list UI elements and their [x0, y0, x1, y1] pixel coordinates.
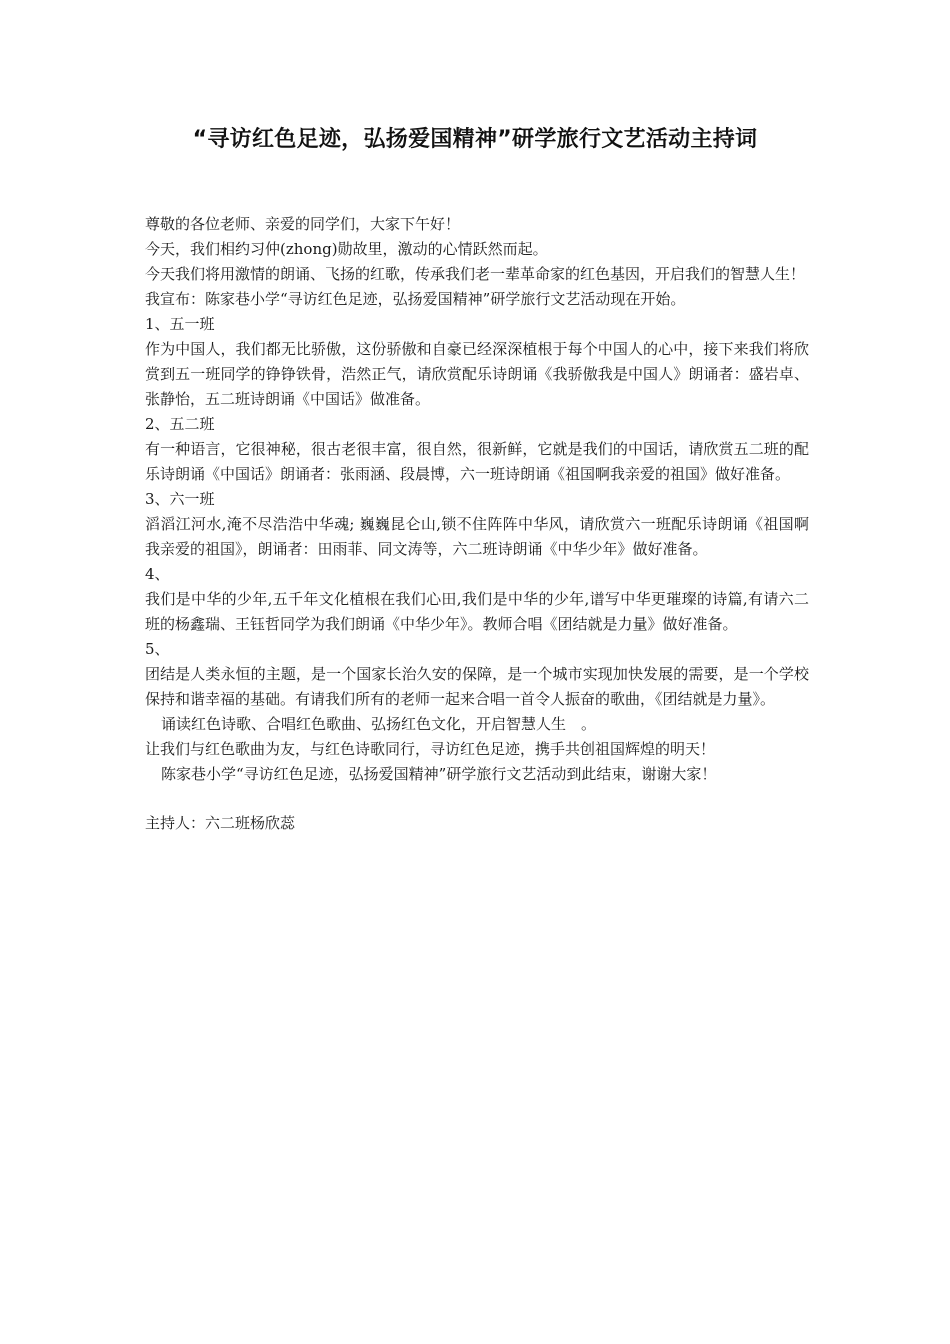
- paragraph-slogan: 诵读红色诗歌、合唱红色歌曲、弘扬红色文化，开启智慧人生 。: [161, 715, 597, 733]
- paragraph-closing-wish: 让我们与红色歌曲为友，与红色诗歌同行，寻访红色足迹，携手共创祖国辉煌的明天！: [145, 740, 716, 758]
- paragraph-section-2: 有一种语言，它很神秘，很古老很丰富，很自然，很新鲜，它就是我们的中国话，请欣赏五二班的配乐诗朗诵《中国话》朗诵者：张雨涵、段晨博，六一班诗朗诵《祖国啊我亲爱的祖国》做好准备。: [145, 440, 809, 483]
- paragraph-section-1: 作为中国人，我们都无比骄傲，这份骄傲和自豪已经深深植根于每个中国人的心中，接下来我们将欣赏到五一班同学的铮铮铁骨，浩然正气，请欣赏配乐诗朗诵《我骄傲我是中国人》朗诵者：盛岩卓、张静怡，五二班诗朗诵《中国话》做准备。: [145, 340, 809, 408]
- paragraph-announcement: 我宣布：陈家巷小学“寻访红色足迹，弘扬爱国精神”研学旅行文艺活动现在开始。: [145, 290, 686, 308]
- paragraph-purpose: 今天我们将用激情的朗诵、飞扬的红歌，传承我们老一辈革命家的红色基因，开启我们的智慧人生！: [145, 265, 806, 283]
- paragraph-section-3: 滔滔江河水,淹不尽浩浩中华魂; 巍巍昆仑山,锁不住阵阵中华风，请欣赏六一班配乐诗朗诵《祖国啊我亲爱的祖国》，朗诵者：田雨菲、同文涛等，六二班诗朗诵《中华少年》做好准备。: [145, 515, 809, 558]
- section-heading-1: 1、五一班: [145, 315, 215, 333]
- paragraph-section-5: 团结是人类永恒的主题，是一个国家长治久安的保障，是一个城市实现加快发展的需要，是一个学校保持和谐幸福的基础。有请我们所有的老师一起来合唱一首令人振奋的歌曲，《团结就是力量》。: [145, 665, 809, 708]
- host-signature: 主持人：六二班杨欣蕊: [145, 814, 296, 832]
- paragraph-closing: 陈家巷小学“寻访红色足迹，弘扬爱国精神”研学旅行文艺活动到此结束，谢谢大家！: [161, 765, 717, 783]
- section-heading-4: 4、: [145, 565, 170, 583]
- paragraph-greeting: 尊敬的各位老师、亲爱的同学们，大家下午好！: [145, 215, 461, 233]
- paragraph-section-4: 我们是中华的少年,五千年文化植根在我们心田,我们是中华的少年,谱写中华更璀璨的诗篇,有请六二班的杨鑫瑞、王钰哲同学为我们朗诵《中华少年》。教师合唱《团结就是力量》做好准备。: [145, 590, 809, 633]
- document-title: “寻访红色足迹，弘扬爱国精神”研学旅行文艺活动主持词: [192, 127, 758, 152]
- paragraph-intro: 今天，我们相约习仲(zhong)勋故里，激动的心情跃然而起。: [145, 240, 548, 258]
- section-heading-5: 5、: [145, 640, 170, 658]
- section-heading-3: 3、六一班: [145, 490, 215, 508]
- document-body: [145, 212, 809, 836]
- section-heading-2: 2、五二班: [145, 415, 215, 433]
